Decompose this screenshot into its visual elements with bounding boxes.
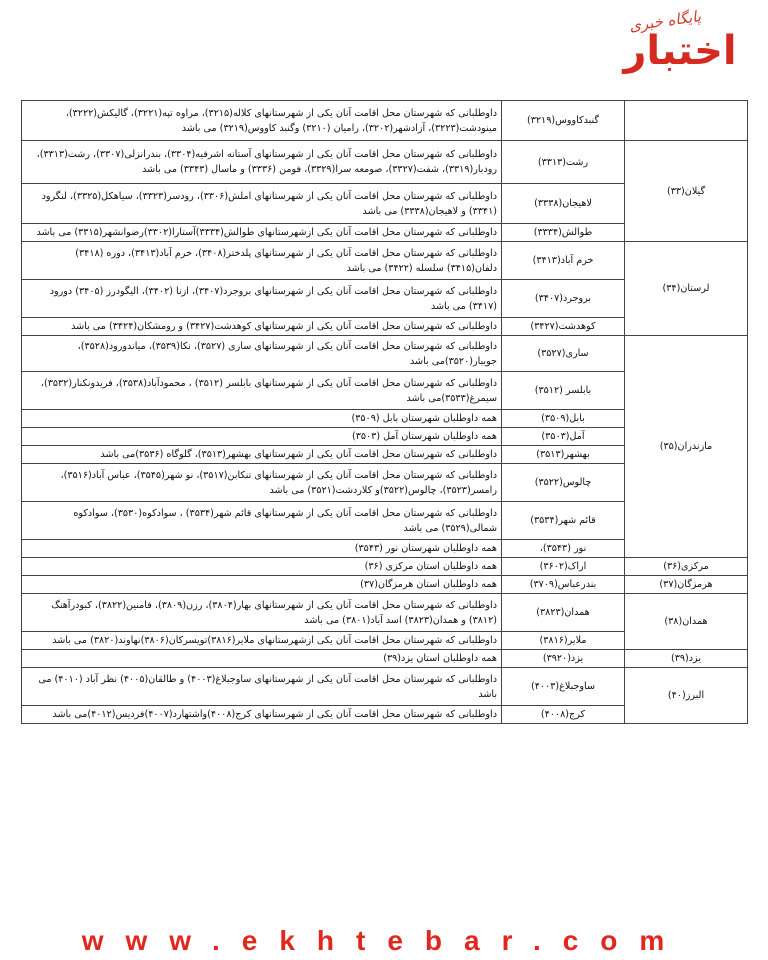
- ekhtebar-logo: [600, 8, 760, 100]
- table-row: [22, 558, 748, 576]
- city-cell: همدان(۳۸۲۳): [502, 594, 625, 632]
- city-cell: یزد(۳۹۲۰): [502, 650, 625, 668]
- logo-title: اختبار: [623, 28, 737, 74]
- city-cell: ملایر(۳۸۱۶): [502, 632, 625, 650]
- description-cell: همه داوطلبان شهرستان بابل (۳۵۰۹): [22, 410, 502, 428]
- city-cell: رشت(۳۳۱۳): [502, 141, 625, 184]
- description-cell: داوطلبانی که شهرستان محل اقامت آنان یکی از شهرستانهای قائم شهر(۳۵۳۴) ، سوادکوه(۳۵۳۰)، سوادکوه شمالی(۳۵۲۹) می باشد: [22, 502, 502, 540]
- description-cell: داوطلبانی که شهرستان محل اقامت آنان یکی ازشهرستانهای ملایر(۳۸۱۶)تویسرکان(۳۸۰۶)نهاوند(۳۸۲۰) می باشد: [22, 632, 502, 650]
- description-cell: داوطلبانی که شهرستان محل اقامت آنان یکی از شهرستانهای بهار(۳۸۰۴)، رزن(۳۸۰۹)، فامنین(۳۸۲۲)، کبودرآهنگ (۳۸۱۲) و همدان(۳۸۲۳) اسد آباد(۳۸۰۱) می باشد: [22, 594, 502, 632]
- city-cell: بابل(۳۵۰۹): [502, 410, 625, 428]
- description-cell: داوطلبانی که شهرستان محل اقامت آنان یکی ازشهرستانهای طوالش(۳۳۳۴)آستارا(۳۳۰۲)رضوانشهر(۳۳۱۵) می باشد: [22, 224, 502, 242]
- description-cell: داوطلبانی که شهرستان محل اقامت آنان یکی از شهرستانهای ساوجبلاغ(۴۰۰۳) و طالقان(۴۰۰۵) نظر آباد (۴۰۱۰) می باشد: [22, 668, 502, 706]
- city-cell: بندرعباس(۳۷۰۹): [502, 576, 625, 594]
- province-cell: یزد(۳۹): [625, 650, 748, 668]
- city-cell: نور (۳۵۴۳)،: [502, 540, 625, 558]
- city-cell: قائم شهر(۳۵۳۴): [502, 502, 625, 540]
- province-cell: مرکزی(۳۶): [625, 558, 748, 576]
- city-cell: بابلسر (۳۵۱۲): [502, 372, 625, 410]
- description-cell: داوطلبانی که شهرستان محل اقامت آنان یکی از شهرستانهای بهشهر(۳۵۱۳)، گلوگاه (۳۵۳۶)می باشد: [22, 446, 502, 464]
- province-cell: همدان(۳۸): [625, 594, 748, 650]
- city-cell: بروجرد(۳۴۰۷): [502, 280, 625, 318]
- city-cell: ساری(۳۵۲۷): [502, 336, 625, 372]
- table-row: [22, 594, 748, 632]
- city-cell: طوالش(۳۳۳۴): [502, 224, 625, 242]
- table-row: [22, 668, 748, 706]
- description-cell: داوطلبانی که شهرستان محل اقامت آنان یکی از شهرستانهای ساری (۳۵۲۷)، نکا(۳۵۳۹)، میاندورود(۳۵۲۸)، جویبار(۳۵۲۰)می باشد: [22, 336, 502, 372]
- city-cell: آمل(۳۵۰۳): [502, 428, 625, 446]
- table-row: [22, 242, 748, 280]
- province-cell: گیلان(۳۳): [625, 141, 748, 242]
- description-cell: همه داوطلبان شهرستان نور (۳۵۴۳): [22, 540, 502, 558]
- table-row: [22, 650, 748, 668]
- description-cell: داوطلبانی که شهرستان محل اقامت آنان یکی از شهرستانهای آستانه اشرفیه(۳۳۰۴)، بندرانزلی(۳۳۰۷)، رشت(۳۳۱۳)، رودبار(۳۳۱۹)، شفت(۳۳۲۷)، صومعه سرا(۳۳۲۹)، فومن (۳۳۳۶) و ماسال (۳۳۴۳) می باشد: [22, 141, 502, 184]
- table-row: [22, 576, 748, 594]
- city-cell: کرج(۴۰۰۸): [502, 706, 625, 724]
- description-cell: داوطلبانی که شهرستان محل اقامت آنان یکی از شهرستانهای پلدختر(۳۴۰۸)، خرم آباد(۳۴۱۳)، دوره (۳۴۱۸) دلفان(۳۴۱۵) سلسله (۳۴۲۲) می باشد: [22, 242, 502, 280]
- province-cell: مازندران(۳۵): [625, 336, 748, 558]
- description-cell: داوطلبانی که شهرستان محل اقامت آنان یکی از شهرستانهای کرج(۴۰۰۸)واشتهارد(۴۰۰۷)فردیس(۴۰۱۲)می باشد: [22, 706, 502, 724]
- city-cell: لاهیجان(۳۳۳۸): [502, 184, 625, 224]
- description-cell: داوطلبانی که شهرستان محل اقامت آنان یکی از شهرستانهای بابلسر (۳۵۱۲) ، محمودآباد(۳۵۳۸)، فریدونکنار(۳۵۳۲)، سیمرغ(۳۵۳۳)می باشد: [22, 372, 502, 410]
- footer-url[interactable]: www.ekhtebar.com: [81, 925, 687, 956]
- province-cell: [625, 101, 748, 141]
- quota-table: [21, 100, 748, 724]
- description-cell: داوطلبانی که شهرستان محل اقامت آنان یکی از شهرستانهای املش(۳۳۰۶)، رودسر(۳۳۲۳)، سیاهکل(۳۳۲۵)، لنگرود (۳۳۴۱) و لاهیجان(۳۳۳۸) می باشد: [22, 184, 502, 224]
- city-cell: چالوس(۳۵۲۲): [502, 464, 625, 502]
- city-cell: ساوجبلاغ(۴۰۰۳): [502, 668, 625, 706]
- description-cell: همه داوطلبان استان مرکزی (۳۶): [22, 558, 502, 576]
- city-cell: گنبدکاووس(۳۲۱۹): [502, 101, 625, 141]
- city-cell: خرم آباد(۳۴۱۳): [502, 242, 625, 280]
- city-cell: بهشهر(۳۵۱۳): [502, 446, 625, 464]
- description-cell: داوطلبانی که شهرستان محل اقامت آنان یکی از شهرستانهای تنکابن(۳۵۱۷)، نو شهر(۳۵۴۵)، عباس آباد(۳۵۱۶)، رامسر(۳۵۲۳)، چالوس(۳۵۲۲)و کلاردشت(۳۵۲۱) می باشد: [22, 464, 502, 502]
- city-cell: اراک(۳۶۰۲): [502, 558, 625, 576]
- table-row: [22, 101, 748, 141]
- city-cell: کوهدشت(۳۴۲۷): [502, 318, 625, 336]
- description-cell: داوطلبانی که شهرستان محل اقامت آنان یکی از شهرستانهای کوهدشت(۳۴۲۷) و رومشکان(۳۴۲۴) می باشد: [22, 318, 502, 336]
- province-cell: لرستان(۳۴): [625, 242, 748, 336]
- description-cell: همه داوطلبان استان هرمزگان(۳۷): [22, 576, 502, 594]
- logo-subtitle: پایگاه خبری: [627, 7, 703, 35]
- description-cell: همه داوطلبان شهرستان آمل (۳۵۰۳): [22, 428, 502, 446]
- description-cell: داوطلبانی که شهرستان محل اقامت آنان یکی از شهرستانهای کلاله(۳۲۱۵)، مراوه تپه(۳۲۲۱)، گالیکش(۳۲۲۲)، مینودشت(۳۲۲۳)، آزادشهر(۳۲۰۲)، رامیان (۳۲۱۰) وگنبد کاووس(۳۲۱۹) می باشد: [22, 101, 502, 141]
- table-row: [22, 336, 748, 372]
- province-cell: البرز(۴۰): [625, 668, 748, 724]
- description-cell: داوطلبانی که شهرستان محل اقامت آنان یکی از شهرستانهای بروجرد(۳۴۰۷)، ازنا (۳۴۰۲)، الیگودرز (۳۴۰۵) دورود (۳۴۱۷) می باشد: [22, 280, 502, 318]
- table-row: [22, 141, 748, 184]
- province-cell: هرمزگان(۳۷): [625, 576, 748, 594]
- description-cell: همه داوطلبان استان یزد(۳۹): [22, 650, 502, 668]
